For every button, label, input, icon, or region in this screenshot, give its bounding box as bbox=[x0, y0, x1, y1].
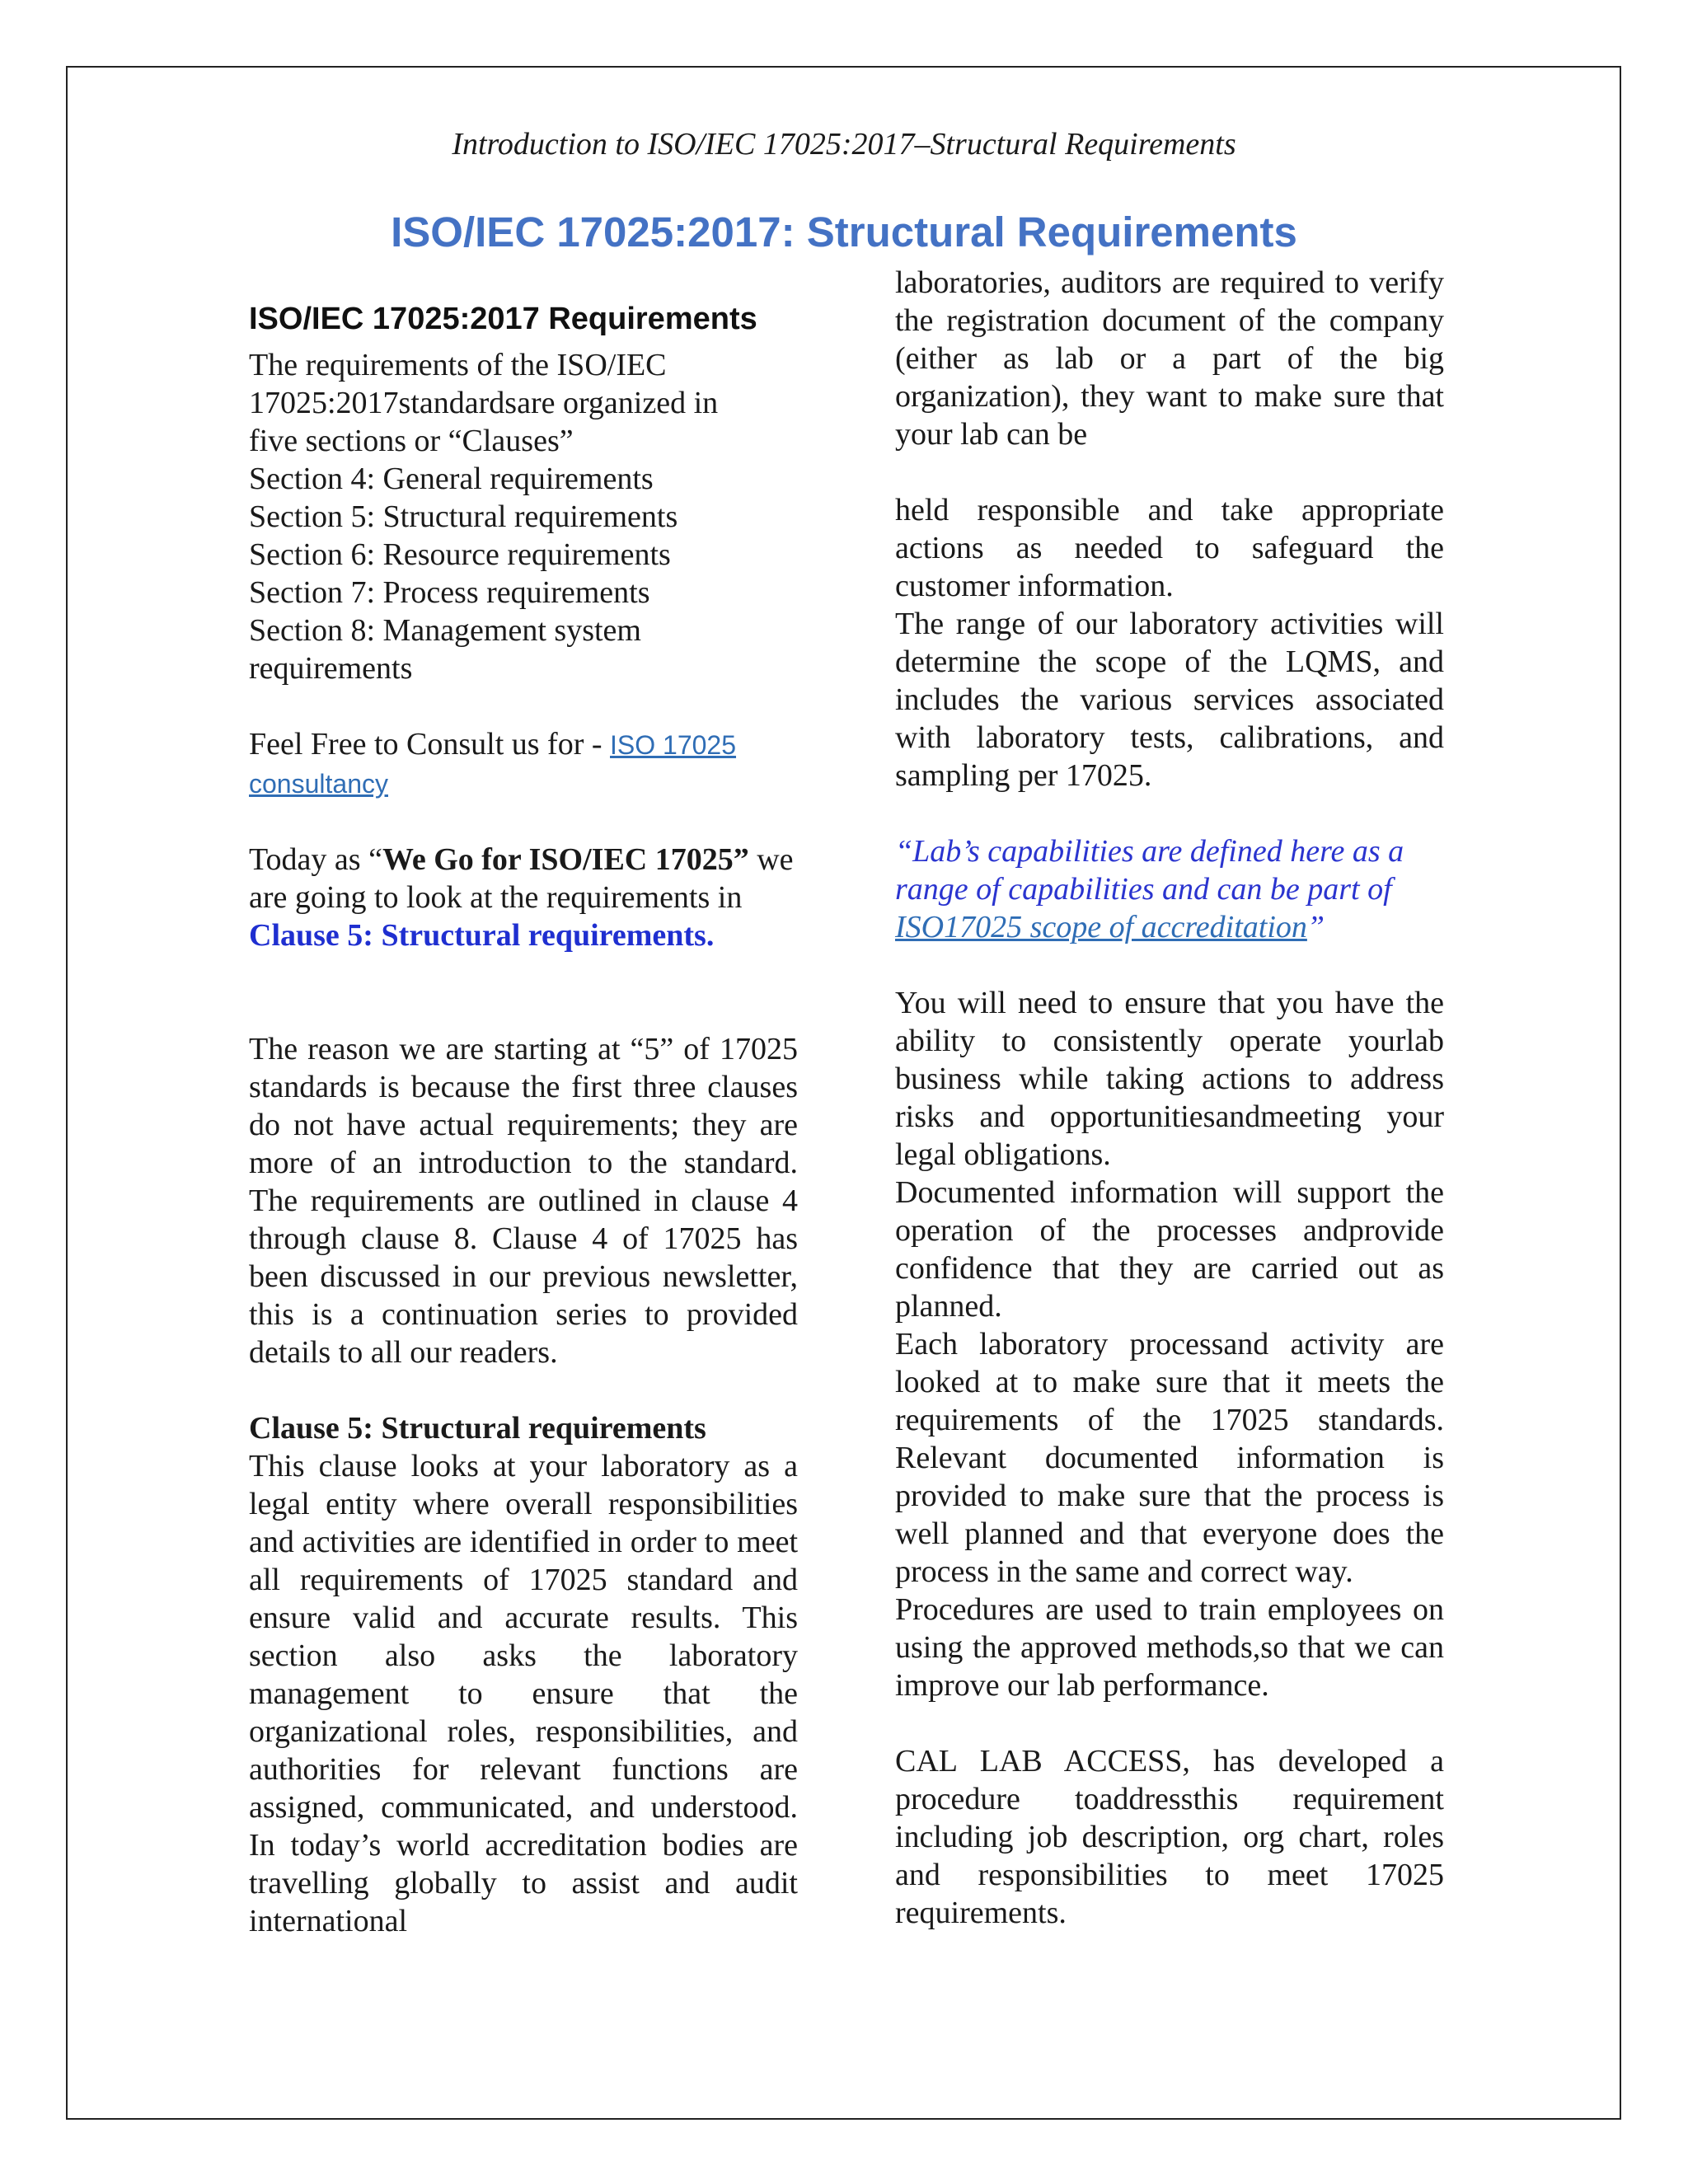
clause-5-reference: Clause 5: Structural requirements. bbox=[249, 918, 715, 953]
section-item: Section 4: General requirements bbox=[249, 462, 654, 496]
section-item-tail: requirements bbox=[249, 651, 413, 686]
intro-line: five sections or “Clauses” bbox=[249, 424, 574, 458]
reason-paragraph: The reason we are starting at “5” of 17025 standards is because the first three clauses do not have actual requirements; they are more of an introduction to the standard. The requirements are outlined in clause 4 through clause 8. Clause 4 of 17025 has been discussed in our previous newsletter, this is a continuation series to provided details to all our readers. bbox=[249, 1032, 798, 1370]
intro-line: 17025:2017standardsare organized in bbox=[249, 386, 719, 420]
right-column bbox=[895, 264, 1444, 1932]
running-header: Introduction to ISO/IEC 17025:2017–Structural Requirements bbox=[452, 127, 1236, 162]
ensure-paragraph: You will need to ensure that you have the ability to consistently operate yourlab business while taking actions to address risks and opportunitiesandmeeting your legal obligations. bbox=[895, 986, 1444, 1172]
consult-prefix: Feel Free to Consult us for - bbox=[249, 727, 611, 762]
requirements-heading: ISO/IEC 17025:2017 Requirements bbox=[249, 302, 757, 336]
clause-5-heading: Clause 5: Structural requirements bbox=[249, 1411, 706, 1446]
section-item: Section 8: Management system bbox=[249, 613, 641, 648]
cal-lab-paragraph: CAL LAB ACCESS, has developed a procedure toaddressthis requirement including job description, org chart, roles and responsibilities to meet 17025 requirements. bbox=[895, 1744, 1444, 1930]
section-item: Section 5: Structural requirements bbox=[249, 499, 678, 534]
today-bold: We Go for ISO/IEC 17025” bbox=[382, 842, 749, 877]
quote-end: ” bbox=[1306, 910, 1325, 944]
documented-paragraph: Documented information will support the operation of the processes andprovide confidence that they are carried out as planned. bbox=[895, 1175, 1444, 1324]
today-prefix: Today as “ bbox=[249, 842, 382, 877]
intro-line: The requirements of the ISO/IEC bbox=[249, 348, 667, 382]
left-column bbox=[249, 264, 798, 1940]
section-item: Section 7: Process requirements bbox=[249, 575, 650, 610]
held-paragraph: held responsible and take appropriate actions as needed to safeguard the customer information. bbox=[895, 493, 1444, 603]
continuation-paragraph: laboratories, auditors are required to verify the registration document of the company (either as lab or a part of the big organization), they want to make sure that your lab can be bbox=[895, 265, 1444, 452]
procedures-paragraph: Procedures are used to train employees on using the approved methods,so that we can improve our lab performance. bbox=[895, 1592, 1444, 1703]
page-title: ISO/IEC 17025:2017: Structural Requirements bbox=[391, 209, 1297, 255]
each-process-paragraph: Each laboratory processand activity are looked at to make sure that it meets the requirements of the 17025 standards. Relevant documented information is provided to make sure that the process is well planned and that everyone does the process in the same and correct way. bbox=[895, 1327, 1444, 1589]
consultancy-link[interactable]: ISO 17025 consultancy bbox=[249, 730, 737, 799]
scope-of-accreditation-link[interactable]: ISO17025 scope of accreditation bbox=[895, 910, 1307, 944]
section-item: Section 6: Resource requirements bbox=[249, 537, 671, 572]
capabilities-quote bbox=[895, 832, 1444, 946]
today-mid: we are going to look at the requirements in bbox=[249, 842, 794, 915]
range-paragraph: The range of our laboratory activities will determine the scope of the LQMS, and includes the various services associated with laboratory tests, calibrations, and sampling per 17025. bbox=[895, 607, 1444, 793]
clause-5-paragraph: This clause looks at your laboratory as a legal entity where overall responsibilities and activities are identified in order to meet all requirements of 17025 standard and ensure valid and accurate results. This section also asks the laboratory management to ensure that the organizational roles, responsibilities, and authorities for relevant functions are assigned, communicated, and understood. In today’s world accreditation bodies are travelling globally to assist and audit international bbox=[249, 1449, 798, 1938]
quote-text: “Lab’s capabilities are defined here as a range of capabilities and can be part of bbox=[895, 834, 1404, 907]
today-paragraph bbox=[249, 841, 798, 954]
consult-line bbox=[249, 725, 798, 803]
